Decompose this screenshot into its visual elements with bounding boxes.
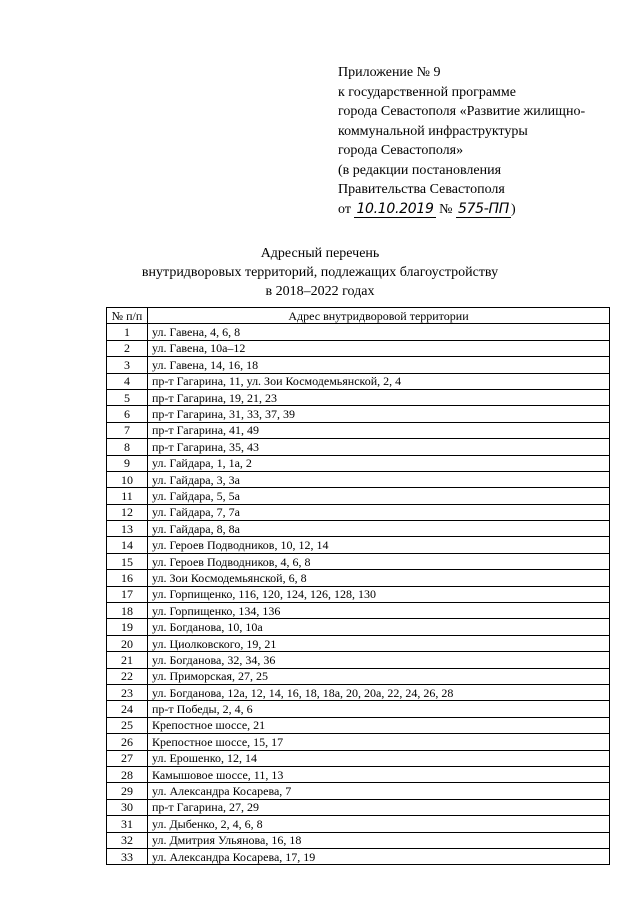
row-address: ул. Приморская, 27, 25 <box>148 668 610 684</box>
row-address: пр-т Победы, 2, 4, 6 <box>148 701 610 717</box>
row-number: 32 <box>107 832 148 848</box>
row-address: ул. Гайдара, 8, 8а <box>148 521 610 537</box>
table-row <box>107 570 610 586</box>
table-row <box>107 504 610 520</box>
table-row <box>107 832 610 848</box>
row-number: 26 <box>107 734 148 750</box>
row-address: Крепостное шоссе, 21 <box>148 717 610 733</box>
appendix-line: коммунальной инфраструктуры <box>338 123 528 139</box>
row-address: ул. Героев Подводников, 4, 6, 8 <box>148 553 610 569</box>
row-address: ул. Гайдара, 1, 1а, 2 <box>148 455 610 471</box>
appendix-line: (в редакции постановления <box>338 162 502 178</box>
appendix-line: к государственной программе <box>338 84 516 100</box>
table-row <box>107 766 610 782</box>
row-address: пр-т Гагарина, 27, 29 <box>148 799 610 815</box>
row-address: ул. Зои Космодемьянской, 6, 8 <box>148 570 610 586</box>
table-row <box>107 652 610 668</box>
row-address: ул. Героев Подводников, 10, 12, 14 <box>148 537 610 553</box>
row-number: 10 <box>107 471 148 487</box>
row-number: 1 <box>107 324 148 340</box>
row-number: 16 <box>107 570 148 586</box>
appendix-line: Приложение № 9 <box>338 65 441 80</box>
row-number: 23 <box>107 684 148 700</box>
row-address: пр-т Гагарина, 41, 49 <box>148 422 610 438</box>
row-address: ул. Дыбенко, 2, 4, 6, 8 <box>148 816 610 832</box>
table-row <box>107 324 610 340</box>
table-row <box>107 816 610 832</box>
table-row <box>107 586 610 602</box>
table-row <box>107 701 610 717</box>
row-address: ул. Горпищенко, 134, 136 <box>148 603 610 619</box>
table-row <box>107 799 610 815</box>
row-number: 22 <box>107 668 148 684</box>
appendix-line: города Севастополя «Развитие жилищно- <box>338 104 586 119</box>
row-address: Камышовое шоссе, 11, 13 <box>148 766 610 782</box>
row-address: ул. Горпищенко, 116, 120, 124, 126, 128, 130 <box>148 586 610 602</box>
row-number: 7 <box>107 422 148 438</box>
table-row <box>107 471 610 487</box>
column-header-number: № п/п <box>107 308 148 324</box>
table-row <box>107 389 610 405</box>
row-number: 11 <box>107 488 148 504</box>
table-body <box>107 324 610 865</box>
table-row <box>107 619 610 635</box>
table-row <box>107 734 610 750</box>
table-row <box>107 357 610 373</box>
column-header-address: Адрес внутридворовой территории <box>148 308 610 324</box>
row-number: 4 <box>107 373 148 389</box>
row-number: 25 <box>107 717 148 733</box>
row-number: 8 <box>107 439 148 455</box>
title-line-2: внутридворовых территорий, подлежащих благоустройству <box>141 265 499 280</box>
table-row <box>107 439 610 455</box>
table-row <box>107 603 610 619</box>
appendix-line: Правительства Севастополя <box>338 182 505 197</box>
row-address: ул. Александра Косарева, 17, 19 <box>148 848 610 864</box>
row-number: 6 <box>107 406 148 422</box>
row-number: 5 <box>107 389 148 405</box>
row-number: 30 <box>107 799 148 815</box>
title-line-3: в 2018–2022 годах <box>265 284 375 299</box>
row-address: пр-т Гагарина, 11, ул. Зои Космодемьянской, 2, 4 <box>148 373 610 389</box>
row-number: 15 <box>107 553 148 569</box>
table-row <box>107 848 610 864</box>
row-address: пр-т Гагарина, 35, 43 <box>148 439 610 455</box>
row-address: ул. Циолковского, 19, 21 <box>148 635 610 651</box>
row-address: пр-т Гагарина, 19, 21, 23 <box>148 389 610 405</box>
row-address: ул. Богданова, 12а, 12, 14, 16, 18, 18а, 20, 20а, 22, 24, 26, 28 <box>148 684 610 700</box>
row-number: 13 <box>107 521 148 537</box>
table-row <box>107 455 610 471</box>
table-row <box>107 717 610 733</box>
row-number: 9 <box>107 455 148 471</box>
table-row <box>107 488 610 504</box>
number-label: № <box>439 201 453 217</box>
close-paren: ) <box>511 201 516 217</box>
table-row <box>107 340 610 356</box>
row-number: 20 <box>107 635 148 651</box>
table-row <box>107 668 610 684</box>
appendix-line: города Севастополя» <box>338 143 464 158</box>
table-row <box>107 635 610 651</box>
row-address: ул. Гайдара, 7, 7а <box>148 504 610 520</box>
decree-date: 10.10.2019 <box>356 200 434 217</box>
table-row <box>107 537 610 553</box>
table-row <box>107 684 610 700</box>
row-address: ул. Богданова, 32, 34, 36 <box>148 652 610 668</box>
row-number: 31 <box>107 816 148 832</box>
row-number: 18 <box>107 603 148 619</box>
row-address: ул. Ерошенко, 12, 14 <box>148 750 610 766</box>
table-row <box>107 750 610 766</box>
row-address: ул. Гавена, 10а–12 <box>148 340 610 356</box>
table-row <box>107 373 610 389</box>
table-row <box>107 553 610 569</box>
decree-number: 575-ПП <box>457 200 509 217</box>
row-address: пр-т Гагарина, 31, 33, 37, 39 <box>148 406 610 422</box>
row-address: ул. Гавена, 14, 16, 18 <box>148 357 610 373</box>
row-address: ул. Дмитрия Ульянова, 16, 18 <box>148 832 610 848</box>
table-row <box>107 783 610 799</box>
row-number: 21 <box>107 652 148 668</box>
row-address: ул. Гайдара, 3, 3а <box>148 471 610 487</box>
row-number: 29 <box>107 783 148 799</box>
table-header-row <box>107 308 610 324</box>
row-number: 14 <box>107 537 148 553</box>
from-label: от <box>338 201 351 217</box>
document-title <box>0 244 640 301</box>
row-number: 17 <box>107 586 148 602</box>
row-number: 3 <box>107 357 148 373</box>
decree-line <box>338 200 628 220</box>
appendix-header <box>338 63 628 219</box>
address-table <box>106 307 610 865</box>
row-number: 33 <box>107 848 148 864</box>
row-address: ул. Гавена, 4, 6, 8 <box>148 324 610 340</box>
title-line-1: Адресный перечень <box>260 246 380 261</box>
row-number: 28 <box>107 766 148 782</box>
row-address: Крепостное шоссе, 15, 17 <box>148 734 610 750</box>
table-row <box>107 521 610 537</box>
row-address: ул. Богданова, 10, 10а <box>148 619 610 635</box>
row-address: ул. Гайдара, 5, 5а <box>148 488 610 504</box>
row-number: 27 <box>107 750 148 766</box>
table-row <box>107 422 610 438</box>
row-number: 12 <box>107 504 148 520</box>
row-number: 24 <box>107 701 148 717</box>
row-address: ул. Александра Косарева, 7 <box>148 783 610 799</box>
row-number: 2 <box>107 340 148 356</box>
row-number: 19 <box>107 619 148 635</box>
table-row <box>107 406 610 422</box>
